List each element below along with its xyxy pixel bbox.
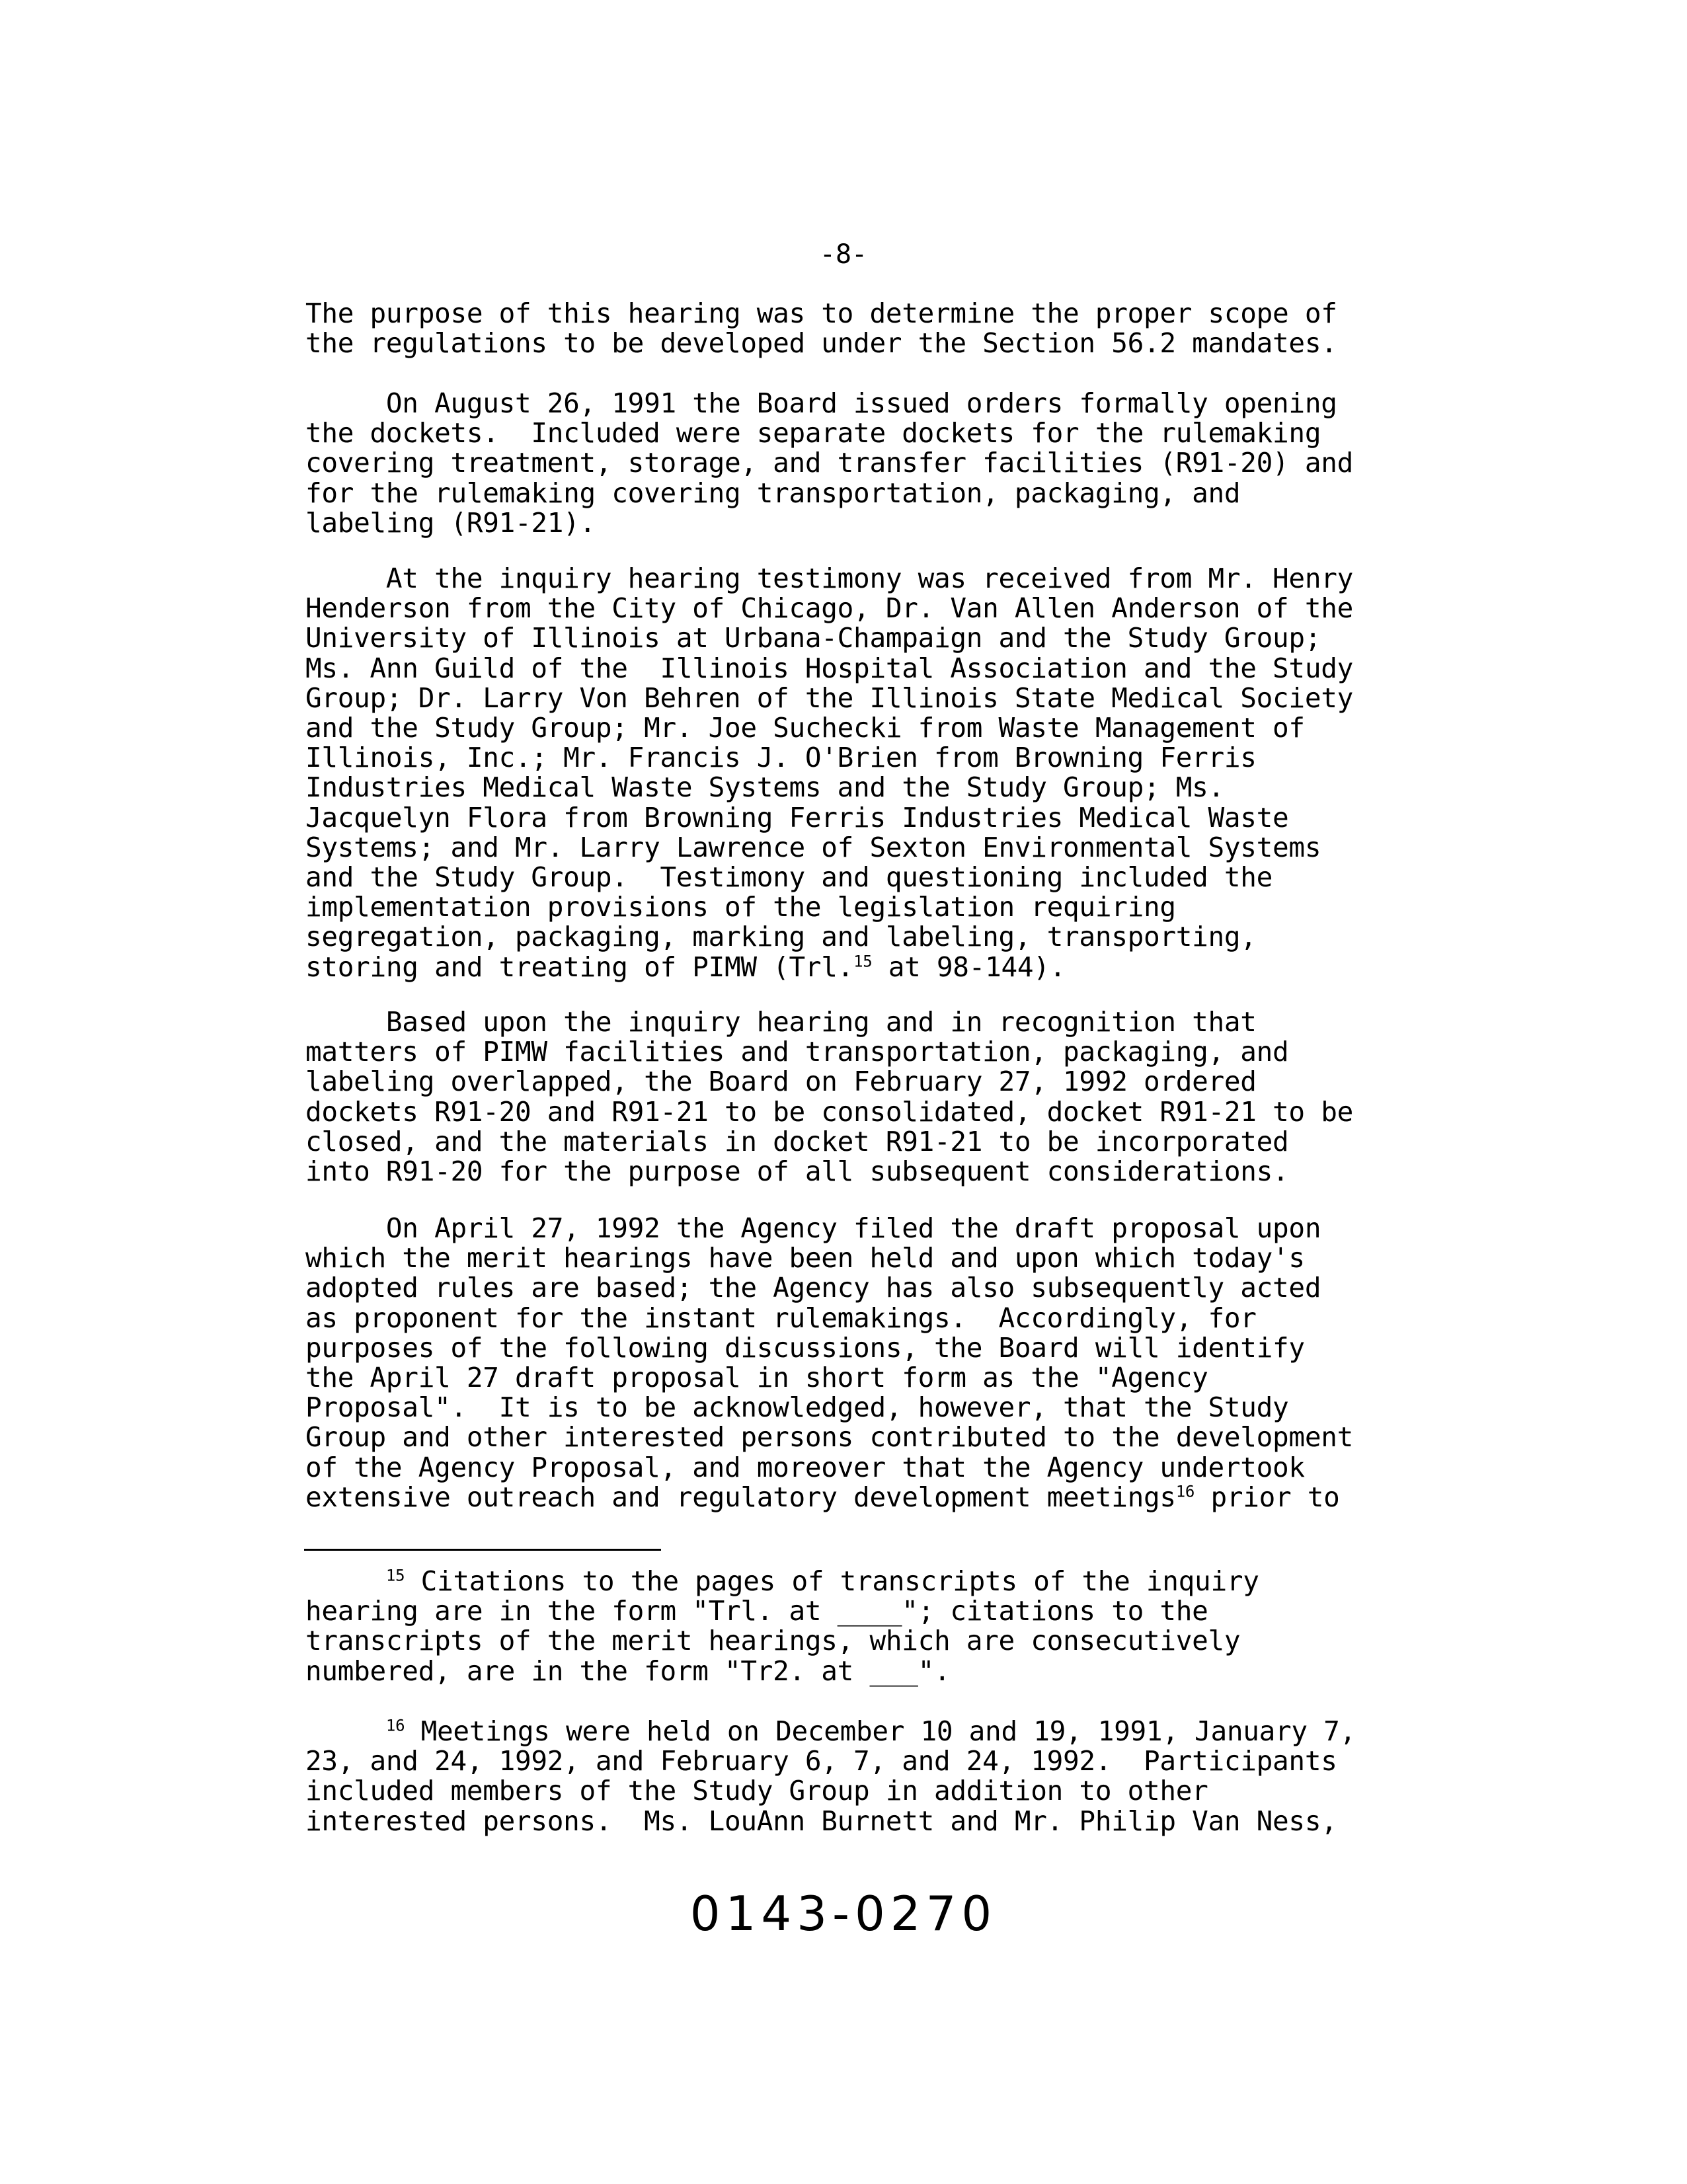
- footnote-15-number: 15: [385, 1566, 405, 1585]
- paragraph-inquiry-testimony: [305, 564, 1353, 982]
- footnote-16-number: 16: [385, 1716, 405, 1735]
- paragraph-dockets-opened: On August 26, 1991 the Board issued orders formally opening the dockets. Included were separate dockets for the rulemaking covering treatment, storage, and transfer facilities (R91-20) and for the rulemaking covering transportation, packaging, and labeling (R91-21).: [305, 387, 1353, 539]
- footnote-ref-16: 16: [1175, 1482, 1195, 1501]
- footnote-15-text: Citations to the pages of transcripts of the inquiry hearing are in the form "Trl. at ____"; citations to the transcripts of the merit hearings, which are consecutively numbered, are in the form "Tr2. at ___".: [305, 1565, 1259, 1687]
- paragraph-agency-proposal-text: On April 27, 1992 the Agency filed the draft proposal upon which the merit hearings have been held and upon which today's adopted rules are based; the Agency has also subsequently acted as proponent for the instant rulemakings. Accordingly, for purposes of the following discussions, the Board will identify the April 27 draft proposal in short form as the "Agency Proposal". It is to be acknowledged, however, that the Study Group and other interested persons contributed to the development of the Agency Proposal, and moreover that the Agency undertook extensive outreach and regulatory development meetings: [305, 1212, 1353, 1513]
- footnote-indent: [305, 1565, 386, 1597]
- footnote-ref-15: 15: [853, 951, 873, 970]
- paragraph-agency-proposal-tail: prior to: [1195, 1481, 1340, 1513]
- paragraph-scope-of-hearing: The purpose of this hearing was to determine the proper scope of the regulations to be developed under the Section 56.2 mandates.: [305, 297, 1337, 360]
- paragraph-agency-proposal: [305, 1214, 1353, 1512]
- paragraph-dockets-consolidated: Based upon the inquiry hearing and in recognition that matters of PIMW facilities and transportation, packaging, and labeling overlapped, the Board on February 27, 1992 ordered dockets R91-20 and R91-21 to be consolidated, docket R91-21 to be closed, and the materials in docket R91-21 to be incorporated into R91-20 for the purpose of all subsequent considerations.: [305, 1006, 1353, 1188]
- paragraph-inquiry-testimony-text: At the inquiry hearing testimony was received from Mr. Henry Henderson from the City of Chicago, Dr. Van Allen Anderson of the University of Illinois at Urbana-Champaign and the Study Group; Ms. Ann Guild of the Illinois Hospital Association and the Study Group; Dr. Larry Von Behren of the Illinois State Medical Society and the Study Group; Mr. Joe Suchecki from Waste Management of Illinois, Inc.; Mr. Francis J. O'Brien from Browning Ferris Industries Medical Waste Systems and the Study Group; Ms. Jacquelyn Flora from Browning Ferris Industries Medical Waste Systems; and Mr. Larry Lawrence of Sexton Environmental Systems and the Study Group. Testimony and questioning included the implementation provisions of the legislation requiring segregation, packaging, marking and labeling, transporting, storing and treating of PIMW (Trl.: [305, 563, 1353, 983]
- footnote-indent: [305, 1715, 386, 1747]
- footnote-16-text: Meetings were held on December 10 and 19, 1991, January 7, 23, and 24, 1992, and February 6, 7, and 24, 1992. Participants included members of the Study Group in addition to other interested persons. Ms. LouAnn Burnett and Mr. Philip Van Ness,: [305, 1715, 1356, 1837]
- page-number: -8-: [819, 239, 868, 270]
- paragraph-inquiry-testimony-tail: at 98-144).: [872, 951, 1066, 983]
- footnote-divider: [304, 1549, 661, 1551]
- document-control-stamp: 0143-0270: [689, 1886, 998, 1941]
- footnote-16: [305, 1717, 1356, 1836]
- footnote-15: [305, 1567, 1259, 1686]
